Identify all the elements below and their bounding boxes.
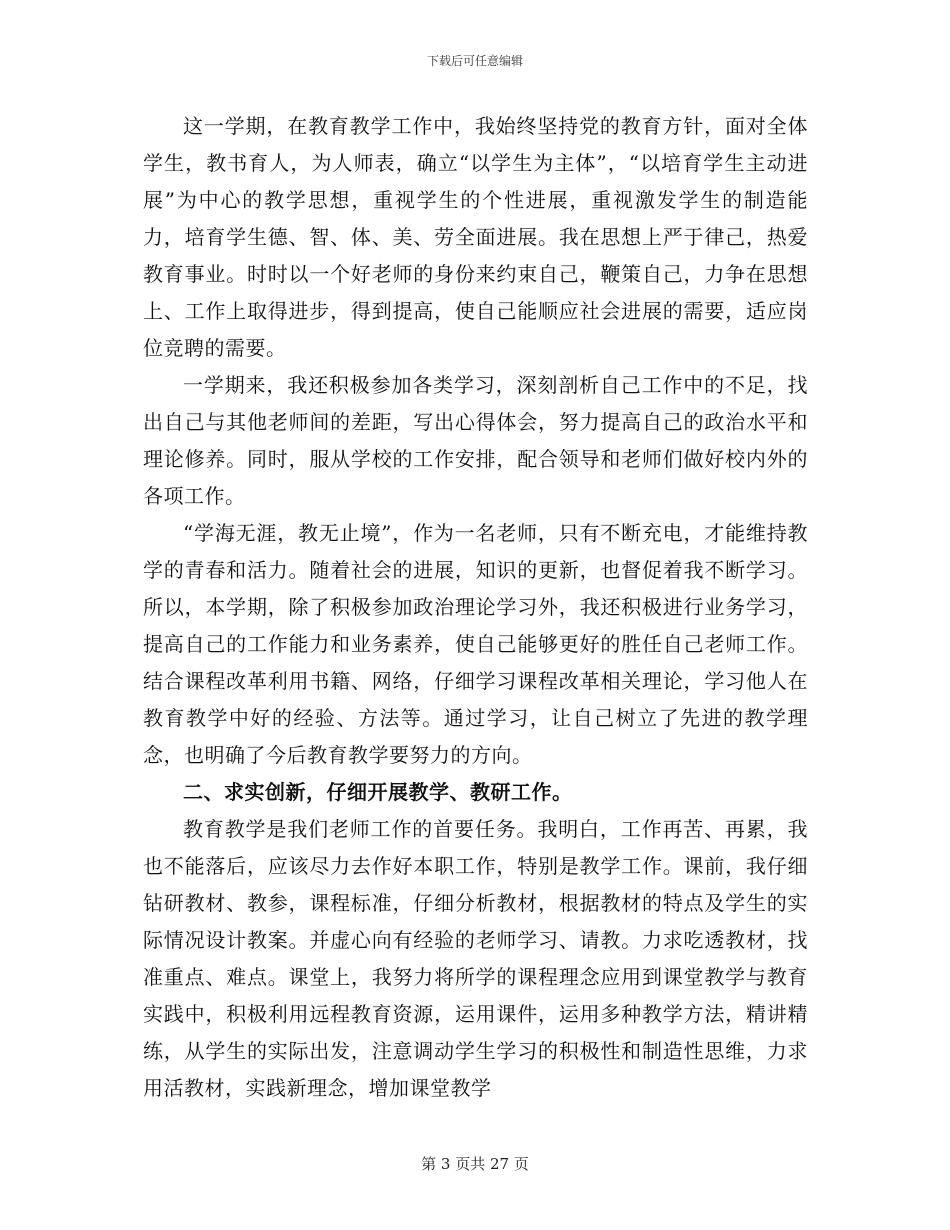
page-header: 下载后可任意编辑 xyxy=(426,54,523,68)
page-footer: 第 3 页共 27 页 xyxy=(421,1155,529,1173)
document-body xyxy=(143,108,808,1107)
paragraph-1: 这一学期，在教育教学工作中，我始终坚持党的教育方针，面对全体学生，教书育人，为人师表，确立“以学生为主体”，“以培育学生主动进展”为中心的教学思想，重视学生的个性进展，重视激发学生的制造能力，培育学生德、智、体、美、劳全面进展。我在思想上严于律己，热爱教育事业。时时以一个好老师的身份来约束自己，鞭策自己，力争在思想上、工作上取得进步，得到提高，使自己能顺应社会进展的需要，适应岗位竞聘的需要。 xyxy=(143,114,808,360)
paragraph-4: 教育教学是我们老师工作的首要任务。我明白，工作再苦、再累，我也不能落后，应该尽力去作好本职工作，特别是教学工作。课前，我仔细钻研教材、教参，课程标准，仔细分析教材，根据教材的特点及学生的实际情况设计教案。并虚心向有经验的老师学习、请教。力求吃透教材，找准重点、难点。课堂上，我努力将所学的课程理念应用到课堂教学与教育实践中，积极利用远程教育资源，运用课件，运用多种教学方法，精讲精练，从学生的实际出发，注意调动学生学习的积极性和制造性思维，力求用活教材，实践新理念，增加课堂教学 xyxy=(143,817,808,1100)
paragraph-2: 一学期来，我还积极参加各类学习，深刻剖析自己工作中的不足，找出自己与其他老师间的差距，写出心得体会，努力提高自己的政治水平和理论修养。同时，服从学校的工作安排，配合领导和老师们做好校内外的各项工作。 xyxy=(143,373,808,508)
section-heading: 二、求实创新，仔细开展教学、教研工作。 xyxy=(183,780,573,804)
paragraph-3: “学海无涯，教无止境”，作为一名老师，只有不断充电，才能维持教学的青春和活力。随着社会的进展，知识的更新，也督促着我不断学习。所以，本学期，除了积极参加政治理论学习外，我还积极进行业务学习，提高自己的工作能力和业务素养，使自己能够更好的胜任自己老师工作。结合课程改革利用书籍、网络，仔细学习课程改革相关理论，学习他人在教育教学中好的经验、方法等。通过学习，让自己树立了先进的教学理念，也明确了今后教育教学要努力的方向。 xyxy=(143,521,808,767)
